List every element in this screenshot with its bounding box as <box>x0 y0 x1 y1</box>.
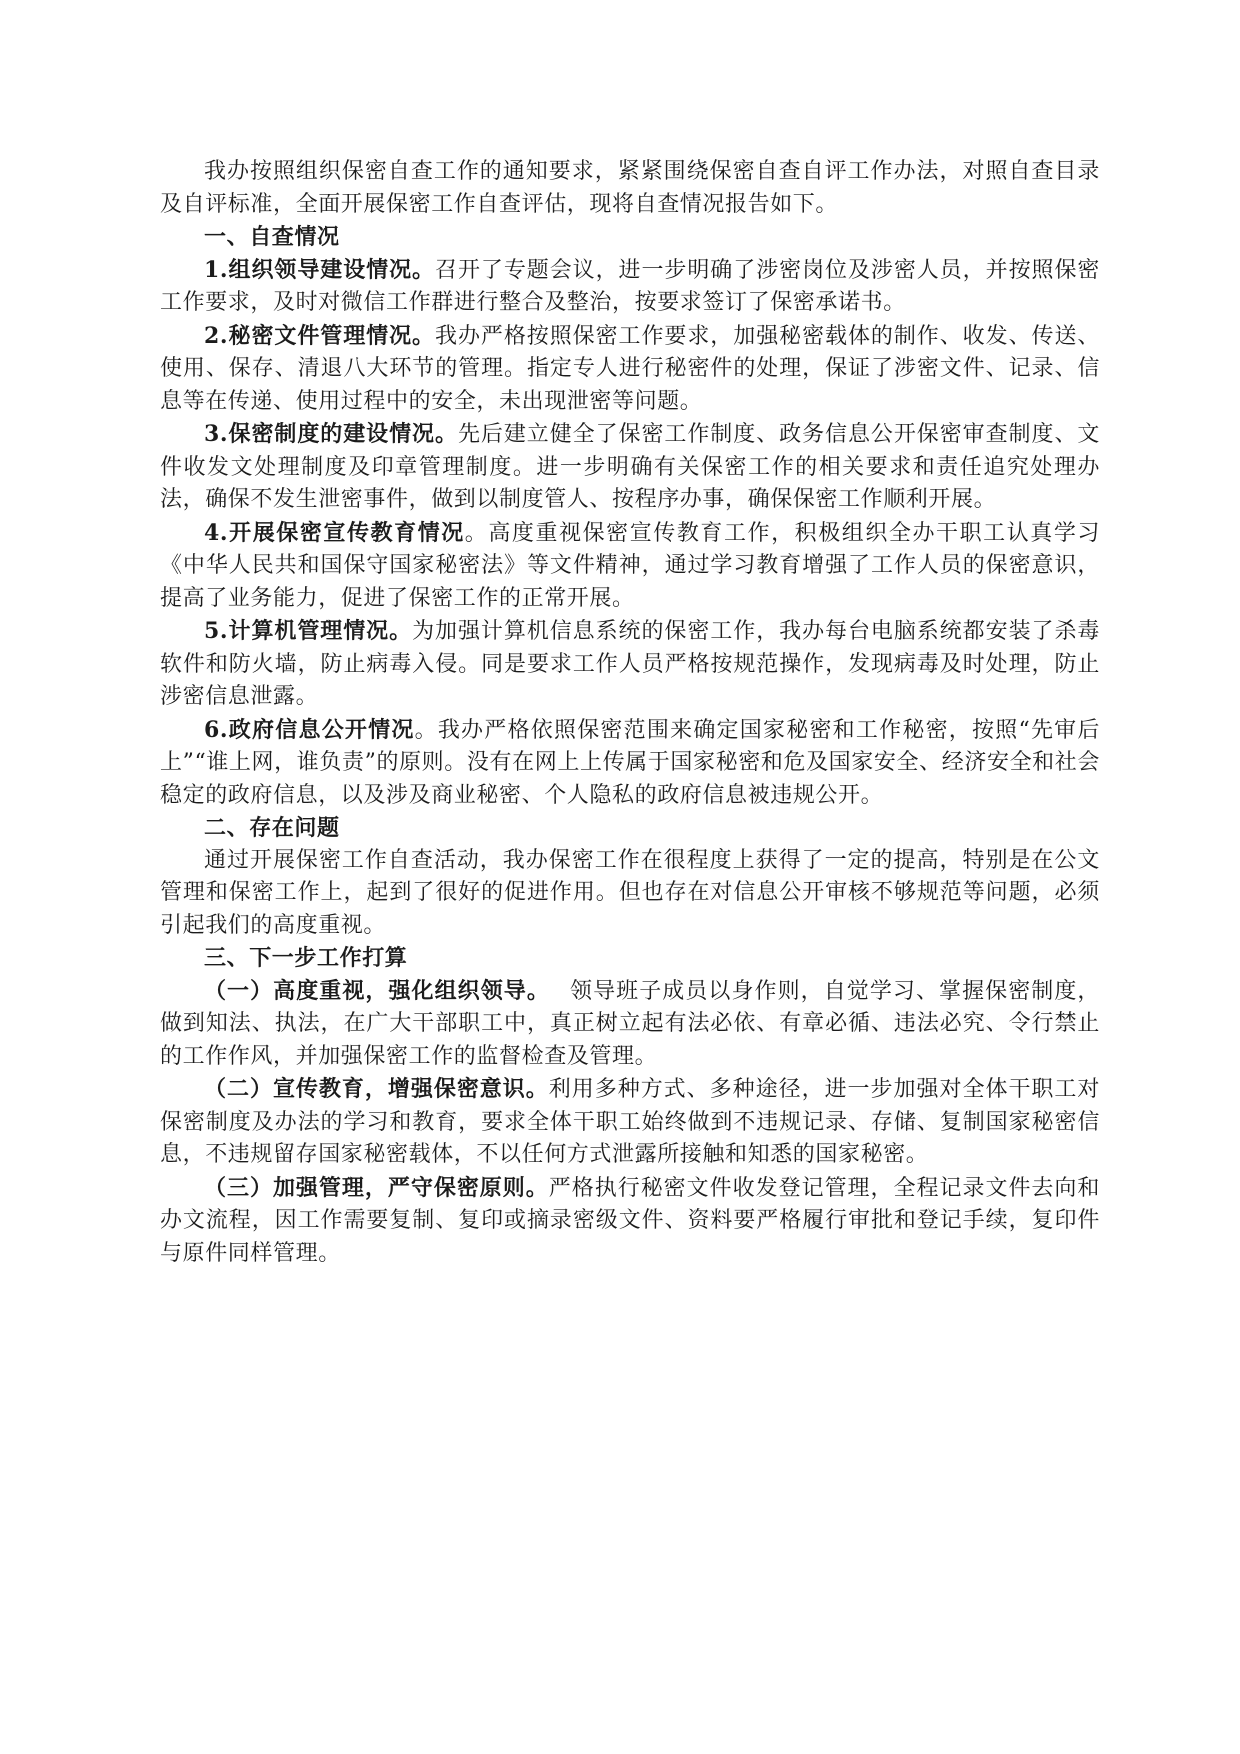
item-paragraph-2 <box>160 320 1100 419</box>
item-paragraph-6 <box>160 714 1100 813</box>
item-lead-6: 6.政府信息公开情况 <box>204 716 415 743</box>
plan-paragraph-1 <box>160 975 1100 1074</box>
item-lead-5: 5.计算机管理情况。 <box>204 618 413 644</box>
item-body-5: 为加强计算机信息系统的保密工作，我办每台电脑系统都安装了杀毒软件和防火墙，防止病毒入侵。同是要求工作人员严格按规范操作，发现病毒及时处理，防止涉密信息泄露。 <box>160 619 1100 709</box>
item-lead-2: 2.秘密文件管理情况。 <box>204 322 435 349</box>
plan-paragraph-2 <box>160 1073 1100 1172</box>
intro-paragraph: 我办按照组织保密自查工作的通知要求，紧紧围绕保密自查自评工作办法，对照自查目录及自评标准，全面开展保密工作自查评估，现将自查情况报告如下。 <box>160 159 1100 217</box>
section-heading-next-steps: 三、下一步工作打算 <box>204 945 408 971</box>
plan-body-3: 严格执行秘密文件收发登记管理，全程记录文件去向和办文流程，因工作需要复制、复印或摘录密级文件、资料要严格履行审批和登记手续，复印件与原件同样管理。 <box>160 1175 1100 1266</box>
item-paragraph-4 <box>160 517 1100 616</box>
item-paragraph-3 <box>160 418 1100 517</box>
plan-lead-2: （二）宣传教育，增强保密意识。 <box>204 1076 549 1102</box>
item-lead-3: 3.保密制度的建设情况。 <box>204 421 458 447</box>
item-body-2: 我办严格按照保密工作要求，加强秘密载体的制作、收发、传送、使用、保存、清退八大环节的管理。指定专人进行秘密件的处理，保证了涉密文件、记录、信息等在传递、使用过程中的安全，未出现泄密等问题。 <box>160 323 1100 414</box>
item-body-1: 召开了专题会议，进一步明确了涉密岗位及涉密人员，并按照保密工作要求，及时对微信工作群进行整合及整治，按要求签订了保密承诺书。 <box>160 257 1100 315</box>
plan-body-1: 领导班子成员以身作则，自觉学习、掌握保密制度，做到知法、执法，在广大干部职工中，真正树立起有法必依、有章必循、违法必究、令行禁止的工作作风，并加强保密工作的监督检查及管理。 <box>160 978 1100 1069</box>
item-body-6: 。我办严格依照保密范围来确定国家秘密和工作秘密，按照“先审后上”“谁上网，谁负责”的原则。没有在网上上传属于国家秘密和危及国家安全、经济安全和社会稳定的政府信息，以及涉及商业秘密、个人隐私的政府信息被违规公开。 <box>160 717 1101 808</box>
plan-body-2: 利用多种方式、多种途径，进一步加强对全体干职工对保密制度及办法的学习和教育，要求全体干职工始终做到不违规记录、存储、复制国家秘密信息，不违规留存国家秘密载体，不以任何方式泄露所接触和知悉的国家秘密。 <box>160 1077 1100 1167</box>
item-paragraph-1 <box>160 254 1100 320</box>
plan-paragraph-3 <box>160 1172 1100 1271</box>
item-paragraph-5 <box>160 615 1100 714</box>
item-lead-4: 4.开展保密宣传教育情况 <box>204 519 465 546</box>
problems-paragraph: 通过开展保密工作自查活动，我办保密工作在很程度上获得了一定的提高，特别是在公文管理和保密工作上，起到了很好的促进作用。但也存在对信息公开审核不够规范等问题，必须引起我们的高度重视。 <box>160 847 1100 938</box>
plan-lead-3: （三）加强管理，严守保密原则。 <box>204 1174 549 1201</box>
item-lead-1: 1.组织领导建设情况。 <box>204 256 435 283</box>
plan-lead-1: （一）高度重视，强化组织领导。 <box>204 977 539 1004</box>
item-body-4: 。高度重视保密宣传教育工作，积极组织全办干职工认真学习《中华人民共和国保守国家秘密法》等文件精神，通过学习教育增强了工作人员的保密意识，提高了业务能力，促进了保密工作的正常开展。 <box>160 520 1101 611</box>
section-heading-self-check: 一、自查情况 <box>204 224 340 250</box>
item-body-3: 先后建立健全了保密工作制度、政务信息公开保密审查制度、文件收发文处理制度及印章管理制度。进一步明确有关保密工作的相关要求和责任追究处理办法，确保不发生泄密事件，做到以制度管人、按程序办事，确保保密工作顺利开展。 <box>160 422 1100 512</box>
section-heading-problems: 二、存在问题 <box>204 815 340 841</box>
document-body <box>160 156 1100 1270</box>
